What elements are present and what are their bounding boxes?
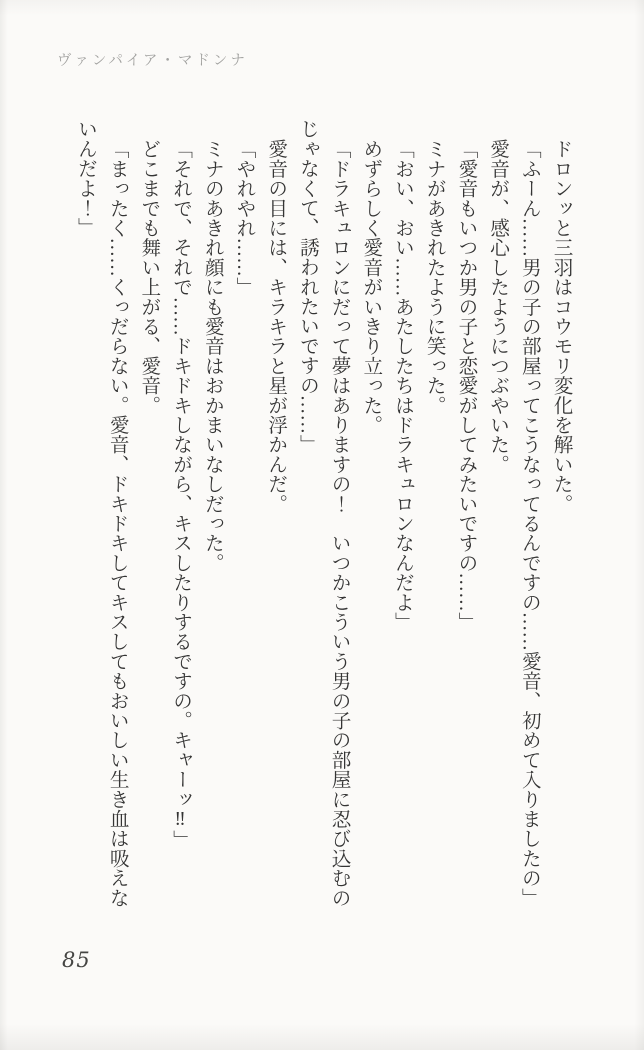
text-line: 愛音の目には、キラキラと星が浮かんだ。 [264, 138, 286, 513]
text-line: めずらしく愛音がいきり立った。 [359, 138, 381, 435]
page-text [69, 119, 576, 913]
text-line: ミナのあきれ顔にも愛音はおかまいなしだった。 [201, 138, 223, 572]
text-line: じゃなくて、誘われたいですの……」 [296, 119, 318, 454]
text-line: 「愛音もいつか男の子と恋愛がしてみたいですの……」 [454, 138, 476, 632]
text-line: 「ふーん……男の子の部屋ってこうなってるんですの……愛音、初めて入りましたの」 [518, 138, 540, 907]
text-line: ドロンッと三羽はコウモリ変化を解いた。 [550, 138, 571, 513]
running-header: ヴァンパイア・マドンナ [57, 53, 248, 69]
text-line: 「まったく……くっだらない。愛音、ドキドキしてキスしてもおいしい生き血は吸えな [106, 138, 128, 907]
text-line: 「ドラキュロンにだって夢はありますの！ いつかこういう男の子の部屋に忍び込むの [328, 138, 350, 907]
text-line: 「それで、それで……ドキドキしながら、キスしたりするですの。キャーッ‼」 [169, 138, 191, 850]
text-line: ミナがあきれたように笑った。 [423, 138, 445, 415]
text-line: 「おい、おい……あたしたちはドラキュロンなんだよ」 [391, 138, 413, 632]
text-line: どこまでも舞い上がる、愛音。 [137, 138, 159, 415]
text-line: 「やれやれ……」 [232, 138, 254, 297]
text-line: いんだよ！」 [74, 119, 96, 238]
text-line: 愛音が、感心したようにつぶやいた。 [486, 138, 508, 474]
page-number: 85 [62, 948, 91, 972]
